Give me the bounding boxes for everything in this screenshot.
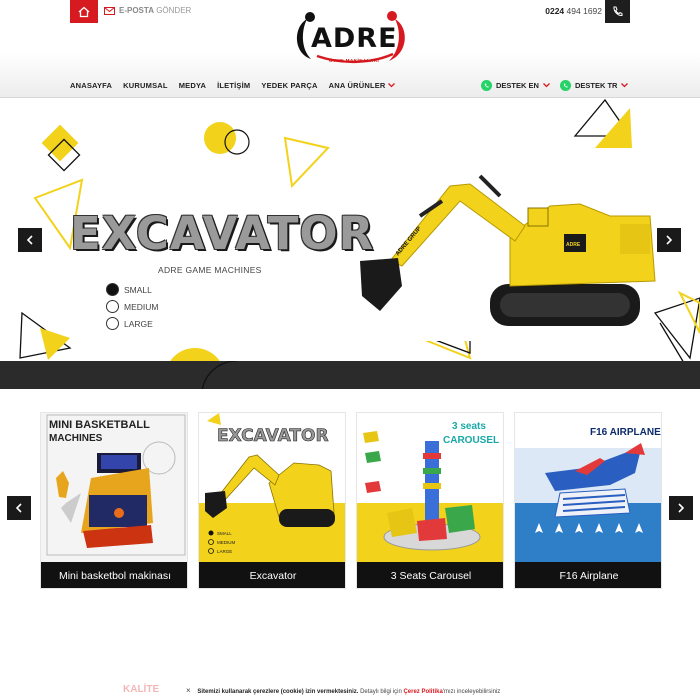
- product-card-label: 3 Seats Carousel: [357, 562, 504, 589]
- phone-digits: 494 1692: [566, 6, 602, 16]
- product-carousel: [40, 412, 662, 590]
- phone-icon: [612, 6, 623, 17]
- cookie-notice-strong: Sitemizi kullanarak çerezlere (cookie) izin vermektesiniz.: [197, 689, 359, 695]
- home-icon: [78, 6, 90, 18]
- nav-item-anasayfa[interactable]: ANASAYFA: [70, 81, 113, 90]
- f16-airplane-product-image: [515, 413, 662, 562]
- carousel-product-image: [357, 413, 504, 562]
- size-option-label: LARGE: [124, 318, 153, 329]
- product-card-label: F16 Airplane: [515, 562, 662, 589]
- cookie-notice-end: 'mızı inceleyebilirsiniz: [442, 689, 501, 695]
- hero-slider: [0, 98, 700, 389]
- hero-title: EXCAVATOR: [70, 207, 375, 260]
- chevron-down-icon: [543, 83, 550, 88]
- phone-prefix: 0224: [545, 6, 565, 16]
- size-option-label: MEDIUM: [124, 301, 159, 312]
- logo-text: ADRE: [311, 23, 398, 54]
- card-size-option: SMALL: [217, 531, 232, 536]
- support-tr-dropdown[interactable]: [560, 80, 629, 91]
- hero-circle-outline-decor: [172, 361, 242, 389]
- whatsapp-icon: [481, 80, 492, 91]
- product-card-mini-basketball[interactable]: [40, 412, 188, 589]
- chevron-left-icon: [15, 503, 23, 513]
- support-en-label: DESTEK EN: [496, 81, 539, 90]
- chevron-right-icon: [677, 503, 685, 513]
- email-link[interactable]: [104, 6, 191, 15]
- machine-arm-label: ADRE GRUP: [394, 225, 423, 258]
- product-card-f16-airplane[interactable]: [514, 412, 662, 589]
- mini-basketball-machine-image: [41, 413, 188, 562]
- call-button[interactable]: [605, 0, 630, 23]
- size-option-medium[interactable]: [106, 300, 158, 313]
- product-card-label: Excavator: [199, 562, 346, 589]
- footer-kalite-text: KALİTE: [123, 684, 160, 695]
- nav-item-kurumsal[interactable]: KURUMSAL: [123, 81, 168, 90]
- excavator-product-image: [199, 413, 346, 562]
- chevron-down-icon: [621, 83, 628, 88]
- support-nav: [481, 80, 628, 91]
- adre-logo[interactable]: [293, 9, 409, 67]
- site-header: [0, 0, 700, 98]
- radio-icon: [106, 317, 119, 330]
- support-en-dropdown[interactable]: [481, 80, 550, 91]
- card-image-title: F16 AIRPLANE: [590, 427, 661, 438]
- product-card-carousel[interactable]: [356, 412, 504, 589]
- card-image-title: MINI BASKETBALL: [49, 419, 150, 431]
- email-label-strong: E-POSTA: [119, 6, 154, 15]
- home-button[interactable]: [70, 0, 98, 23]
- chevron-right-icon: [665, 235, 673, 245]
- nav-item-yedek-parca[interactable]: YEDEK PARÇA: [261, 81, 318, 90]
- products-next-arrow[interactable]: [669, 496, 693, 520]
- cookie-close-icon[interactable]: ×: [186, 686, 191, 695]
- card-image-subtitle: MACHINES: [49, 433, 103, 444]
- support-tr-label: DESTEK TR: [574, 81, 618, 90]
- size-option-small[interactable]: [106, 283, 158, 296]
- radio-selected-icon: [106, 283, 119, 296]
- cookie-notice: [186, 686, 500, 695]
- product-card-excavator[interactable]: [198, 412, 346, 589]
- nav-item-ana-urunler-label: ANA ÜRÜNLER: [328, 81, 386, 90]
- size-option-label: SMALL: [124, 284, 152, 295]
- card-image-title: 3 seats: [452, 421, 486, 432]
- nav-item-medya[interactable]: MEDYA: [178, 81, 207, 90]
- hero-bottom-bar: [0, 361, 700, 389]
- size-options: [106, 283, 158, 330]
- cookie-policy-link[interactable]: Çerez Politika: [403, 689, 443, 695]
- logo-subtitle: OYUN MAKİNALARI: [329, 58, 380, 63]
- nav-item-iletisim[interactable]: İLETİŞİM: [217, 81, 251, 90]
- hero-next-arrow[interactable]: [657, 228, 681, 252]
- email-label-rest: GÖNDER: [156, 6, 192, 15]
- card-size-option: MEDIUM: [217, 540, 236, 545]
- nav-item-ana-urunler[interactable]: [329, 81, 395, 90]
- whatsapp-icon: [560, 80, 571, 91]
- size-option-large[interactable]: [106, 317, 158, 330]
- hero-subtitle: ADRE GAME MACHINES: [158, 265, 262, 275]
- card-image-title: EXCAVATOR: [217, 426, 329, 446]
- card-size-option: LARGE: [217, 549, 233, 554]
- card-image-subtitle: CAROUSEL: [443, 435, 500, 446]
- product-card-label: Mini basketbol makinası: [41, 562, 188, 589]
- machine-badge-text: ADRE: [566, 242, 581, 248]
- envelope-icon: [104, 7, 115, 15]
- phone-number[interactable]: [545, 6, 602, 16]
- chevron-down-icon: [388, 83, 395, 88]
- excavator-machine-image: [350, 166, 670, 356]
- cookie-notice-middle: Detaylı bilgi için: [360, 689, 402, 695]
- products-prev-arrow[interactable]: [7, 496, 31, 520]
- radio-icon: [106, 300, 119, 313]
- chevron-left-icon: [26, 235, 34, 245]
- main-nav: [70, 81, 395, 90]
- hero-prev-arrow[interactable]: [18, 228, 42, 252]
